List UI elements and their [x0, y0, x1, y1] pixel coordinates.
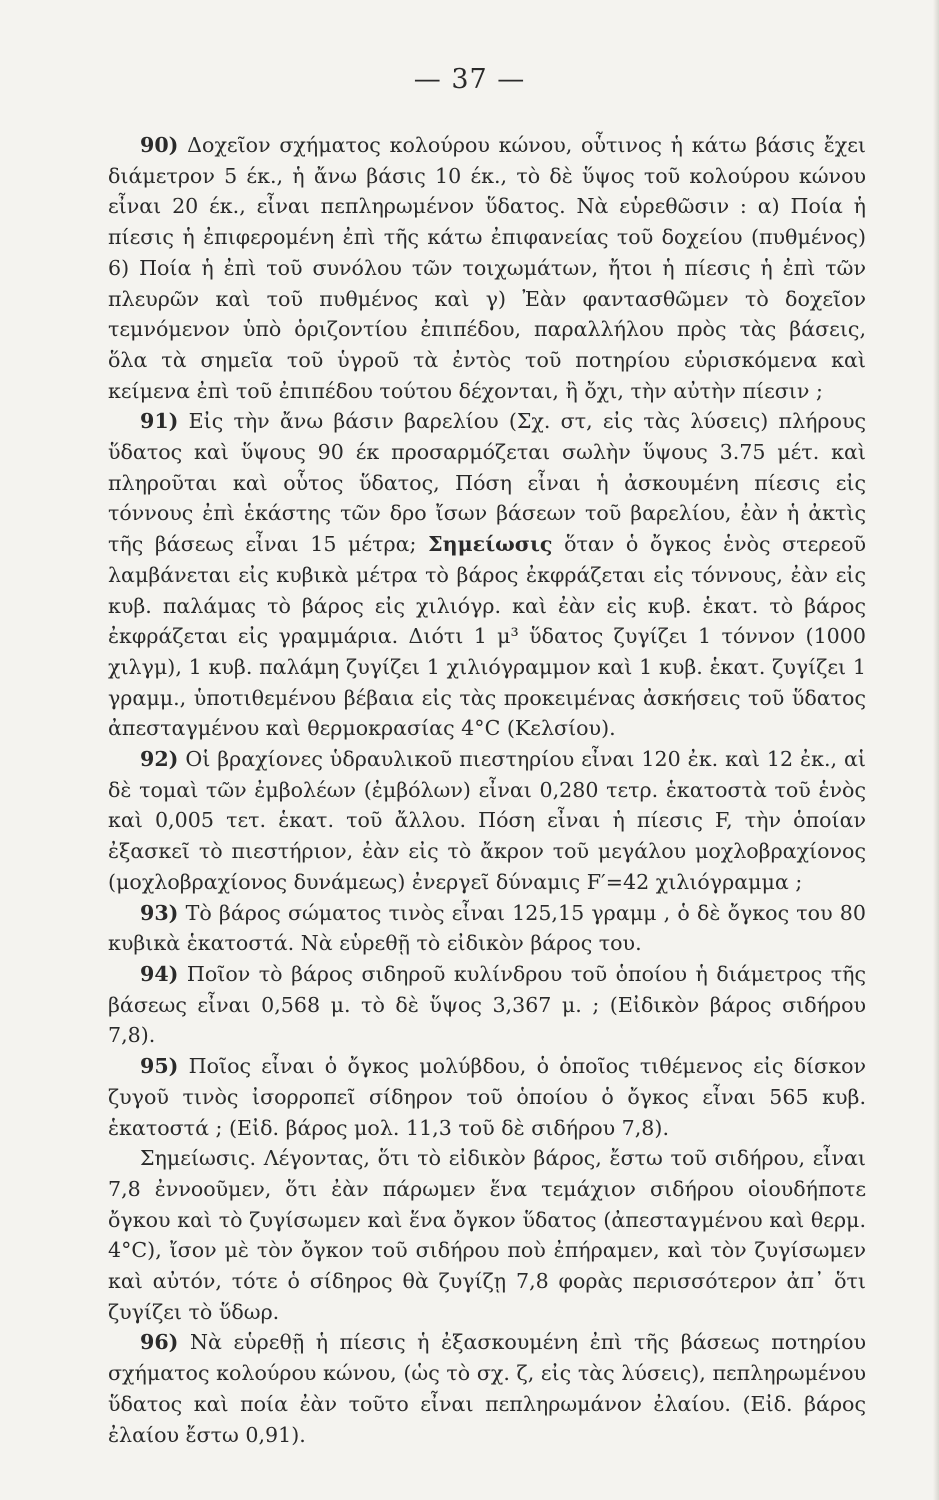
- problem-92: [108, 744, 866, 898]
- problem-text: Ποῖον τὸ βάρος σιδηροῦ κυλίνδρου τοῦ ὁποίου ἡ διάμετρος τῆς βάσεως εἶναι 0,568 μ. τὸ δὲ ὕψος 3,367 μ. ; (Εἰδικὸν βάρος σιδήρου 7,8).: [108, 961, 866, 1048]
- problem-number: 94): [140, 961, 179, 986]
- note-paragraph: [108, 1143, 866, 1327]
- note-text: ὅταν ὁ ὄγκος ἑνὸς στερεοῦ λαμβάνεται εἰς κυβικὰ μέτρα τὸ βάρος ἐκφράζεται εἰς τόννους, ἐὰν εἰς κυβ. παλάμας τὸ βάρος εἰς χιλιόγρ. καὶ ἐὰν εἰς κυβ. ἑκατ. τὸ βάρος ἐκφράζεται εἰς γραμμάρια. Διότι 1 μ³ ὕδατος ζυγίζει 1 τόννον (1000 χιλγμ), 1 κυβ. παλάμη ζυγίζει 1 χιλιόγραμμον καὶ 1 κυβ. ἑκατ. ζυγίζει 1 γραμμ., ὑποτιθεμένου βέβαια εἰς τὰς προκειμένας ἀσκήσεις τοῦ ὕδατος ἀπεσταγμένου καὶ θερμοκρασίας 4°C (Κελσίου).: [108, 532, 866, 741]
- problem-number: 90): [140, 133, 179, 157]
- note-heading: Σημείωσις.: [140, 1146, 257, 1171]
- problem-number: 96): [140, 1330, 179, 1355]
- problem-number: 95): [140, 1054, 179, 1079]
- problem-text: Εἰς τὴν ἄνω βάσιν βαρελίου (Σχ. στ, εἰς τὰς λύσεις) πλήρους ὕδατος καὶ ὕψους 90 έκ προσαρμόζεται σωλὴν ὕψους 3.75 μέτ. καὶ πληροῦται καὶ οὗτος ὕδατος, Πόση εἶναι ἡ ἀσκουμένη πίεσις εἰς τόννους ἐπὶ ἑκάστης τῶν δρο ἴσων βάσεων τοῦ βαρελίου, ἐὰν ἡ ἀκτὶς τῆς βάσεως εἶναι 15 μέτρα;: [108, 409, 866, 557]
- problem-text: Τὸ βάρος σώματος τινὸς εἶναι 125,15 γραμμ , ὁ δὲ ὄγκος του 80 κυβικὰ ἑκατοστά. Νὰ εὑρεθῇ τὸ εἰδικὸν βάρος του.: [108, 900, 866, 956]
- problem-text: Νὰ εὑρεθῇ ἡ πίεσις ἡ ἐξασκουμένη ἐπὶ τῆς βάσεως ποτηρίου σχήματος κολούρου κώνου, (ὡς τὸ σχ. ζ, εἰς τὰς λύσεις), πεπληρωμένου ὕδατος καὶ ποία ἐὰν τοῦτο εἶναι πεπληρωμάνον ἐλαίου. (Εἰδ. βάρος ἐλαίου ἔστω 0,91).: [108, 1330, 866, 1447]
- problem-number: 93): [140, 900, 179, 925]
- problem-90: [108, 130, 866, 406]
- note-text: Λέγοντας, ὅτι τὸ εἰδικὸν βάρος, ἔστω τοῦ σιδήρου, εἶναι 7,8 ἐννοοῦμεν, ὅτι ἐὰν πάρωμεν ἕνα τεμάχιον σιδήρου οἱουδήποτε ὄγκου καὶ τὸ ζυγίσωμεν καὶ ἕνα ὄγκον ὕδατος (ἀπεσταγμένου καὶ θερμ. 4°C), ἴσον μὲ τὸν ὄγκον τοῦ σιδήρου ποὺ ἐπήραμεν, καὶ τὸν ζυγίσωμεν καὶ αὐτόν, τότε ὁ σίδηρος θὰ ζυγίζῃ 7,8 φορὰς περισσότερον ἀπ᾽ ὅτι ζυγίζει τὸ ὕδωρ.: [108, 1146, 866, 1324]
- problem-text: Οἱ βραχίονες ὑδραυλικοῦ πιεστηρίου εἶναι 120 ἐκ. καὶ 12 ἐκ., αἱ δὲ τομαὶ τῶν ἐμβολέων (ἐμβόλων) εἶναι 0,280 τετρ. ἑκατοστὰ τοῦ ἑνὸς καὶ 0,005 τετ. ἑκατ. τοῦ ἄλλου. Πόση εἶναι ἡ πίεσις F, τὴν ὁποίαν ἐξασκεῖ τὸ πιεστήριον, ἐὰν εἰς τὸ ἄκρον τοῦ μεγάλου μοχλοβραχίονος (μοχλοβραχίονος δυνάμεως) ἐνεργεῖ δύναμις F′=42 χιλιόγραμμα ;: [108, 747, 866, 894]
- problem-text: Ποῖος εἶναι ὁ ὄγκος μολύβδου, ὁ ὁποῖος τιθέμενος εἰς δίσκον ζυγοῦ τινὸς ἰσορροπεῖ σίδηρον τοῦ ὁποίου ὁ ὄγκος εἶναι 565 κυβ. ἑκατοστά ; (Εἰδ. βάρος μολ. 11,3 τοῦ δὲ σιδήρου 7,8).: [108, 1054, 866, 1140]
- problem-94: [108, 959, 866, 1051]
- page-number: — 37 —: [413, 64, 526, 95]
- problem-number: 92): [140, 747, 179, 772]
- problem-95: [108, 1051, 866, 1143]
- problem-96: [108, 1327, 866, 1450]
- problem-91: [108, 406, 866, 744]
- problem-93: [108, 898, 866, 959]
- page-body: [108, 130, 866, 1450]
- note-label: Σημείωσις: [428, 532, 553, 557]
- page-edge: [933, 0, 939, 1500]
- problem-text: Δοχεῖον σχήματος κολούρου κώνου, οὗτινος ἡ κάτω βάσις ἔχει διάμετρον 5 έκ., ἡ ἄνω βάσις 10 έκ., τὸ δὲ ὕψος τοῦ κολούρου κώνου εἶναι 20 έκ., εἶναι πεπληρωμένον ὕδατος. Νὰ εὑρεθῶσιν : α) Ποία ἡ πίεσις ἡ ἐπιφερομένη ἐπὶ τῆς κάτω ἐπιφανείας τοῦ δοχείου (πυθμένος) 6) Ποία ἡ ἐπὶ τοῦ συνόλου τῶν τοιχωμάτων, ἤτοι ἡ πίεσις ἡ ἐπὶ τῶν πλευρῶν καὶ τοῦ πυθμένος καὶ γ) Ἐὰν φαντασθῶμεν τὸ δοχεῖον τεμνόμενον ὑπὸ ὁριζοντίου ἐπιπέδου, παραλλήλου πρὸς τὰς βάσεις, ὅλα τὰ σημεῖα τοῦ ὑγροῦ τὰ ἐντὸς τοῦ ποτηρίου εὑρισκόμενα καὶ κείμενα ἐπὶ τοῦ ἐπιπέδου τούτου δέχονται, ἢ ὄχι, τὴν αὐτὴν πίεσιν ;: [108, 133, 866, 403]
- problem-number: 91): [140, 409, 179, 434]
